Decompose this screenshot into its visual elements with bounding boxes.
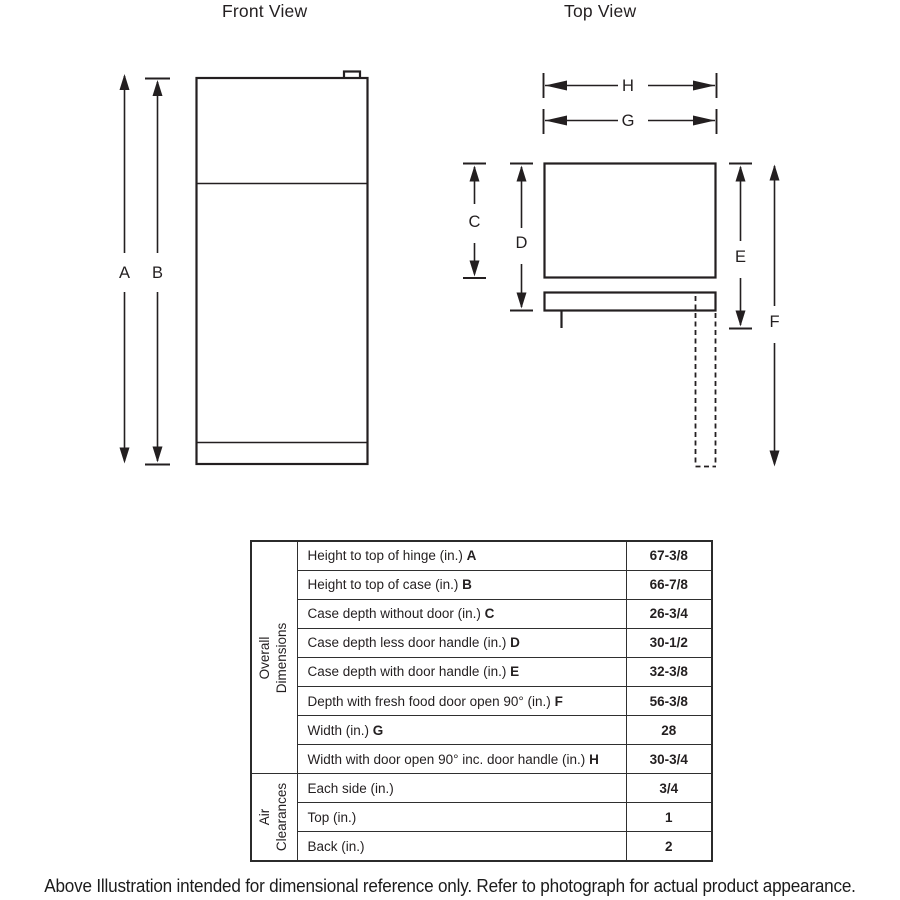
dim-h-arrow: [544, 73, 717, 98]
row-label: Width (in.) G: [297, 716, 626, 745]
dim-letter: D: [510, 635, 520, 651]
top-view-open-door-dashed: [696, 296, 717, 467]
row-value: 67-3/8: [626, 541, 712, 570]
row-label: Each side (in.): [297, 774, 626, 803]
dim-b-arrow: [145, 79, 170, 465]
row-value: 66-7/8: [626, 570, 712, 599]
table-row: [251, 657, 712, 686]
dim-letter: B: [462, 577, 472, 593]
arrow-down-icon: [736, 311, 746, 327]
arrow-down-icon: [153, 447, 163, 463]
dim-letter: G: [372, 722, 384, 738]
row-label: Width with door open 90° inc. door handle (in.) H: [297, 745, 626, 774]
arrow-down-icon: [770, 451, 780, 467]
arrow-up-icon: [736, 166, 746, 182]
row-label: Height to top of case (in.) B: [297, 570, 626, 599]
dim-e-arrow: [729, 164, 752, 329]
row-label: Height to top of hinge (in.) A: [297, 541, 626, 570]
row-label: Case depth less door handle (in.) D: [297, 628, 626, 657]
arrow-up-icon: [120, 74, 130, 90]
arrow-up-icon: [517, 166, 527, 182]
front-view: [119, 72, 368, 465]
dim-letter: C: [484, 606, 495, 622]
dim-d-label: D: [515, 234, 528, 252]
arrow-down-icon: [470, 261, 480, 277]
top-view-title: Top View: [564, 1, 637, 21]
arrow-left-icon: [545, 116, 567, 126]
front-view-case-outline: [197, 78, 368, 464]
arrow-up-icon: [770, 165, 780, 181]
row-value: 28: [626, 716, 712, 745]
dim-g-arrow: [544, 109, 717, 134]
top-view-case-outline: [545, 164, 716, 278]
dimensions-table: [250, 540, 713, 862]
arrow-right-icon: [693, 116, 715, 126]
dim-c-arrow: [463, 164, 486, 279]
row-value: 3/4: [626, 774, 712, 803]
dim-d-arrow: [510, 164, 533, 311]
dim-letter: E: [510, 664, 520, 680]
front-view-title: Front View: [222, 1, 308, 21]
table-row: [251, 745, 712, 774]
row-value: 32-3/8: [626, 657, 712, 686]
dim-a-label: A: [118, 264, 131, 282]
table-row: [251, 774, 712, 803]
dim-c-label: C: [468, 213, 481, 231]
row-value: 30-1/2: [626, 628, 712, 657]
group-label-overall-dimensions: Overall Dimensions: [251, 541, 297, 774]
arrow-right-icon: [693, 81, 715, 91]
dim-f-label: F: [769, 313, 780, 331]
dim-f-arrow: [769, 165, 779, 467]
arrow-up-icon: [153, 80, 163, 96]
row-label: Top (in.): [297, 803, 626, 832]
row-label: Case depth with door handle (in.) E: [297, 657, 626, 686]
group-label-air-clearances: Air Clearances: [251, 774, 297, 861]
table-row: [251, 628, 712, 657]
row-value: 30-3/4: [626, 745, 712, 774]
arrow-left-icon: [545, 81, 567, 91]
disclaimer-note: Above Illustration intended for dimensional reference only. Refer to photograph for actual product appearance.: [44, 876, 856, 896]
table-row: [251, 832, 712, 861]
dim-g-label: G: [621, 112, 635, 130]
top-view-door: [545, 293, 716, 311]
arrow-down-icon: [120, 448, 130, 464]
dim-letter: H: [589, 751, 599, 767]
table-row: [251, 716, 712, 745]
table-row: [251, 570, 712, 599]
dim-b-label: B: [151, 264, 164, 282]
row-label: Depth with fresh food door open 90° (in.) F: [297, 686, 626, 715]
arrow-up-icon: [470, 166, 480, 182]
dim-letter: F: [554, 693, 563, 709]
dim-letter: A: [466, 548, 477, 564]
row-value: 26-3/4: [626, 599, 712, 628]
row-value: 1: [626, 803, 712, 832]
arrow-down-icon: [517, 293, 527, 309]
dim-h-label: H: [622, 77, 634, 95]
dim-a-arrow: [119, 74, 130, 464]
top-view: [463, 73, 780, 467]
table-row: [251, 599, 712, 628]
row-label: Case depth without door (in.) C: [297, 599, 626, 628]
dim-e-label: E: [734, 248, 747, 266]
row-label: Back (in.): [297, 832, 626, 861]
table-row: [251, 686, 712, 715]
table-row: [251, 541, 712, 570]
row-value: 2: [626, 832, 712, 861]
row-value: 56-3/8: [626, 686, 712, 715]
table-row: [251, 803, 712, 832]
